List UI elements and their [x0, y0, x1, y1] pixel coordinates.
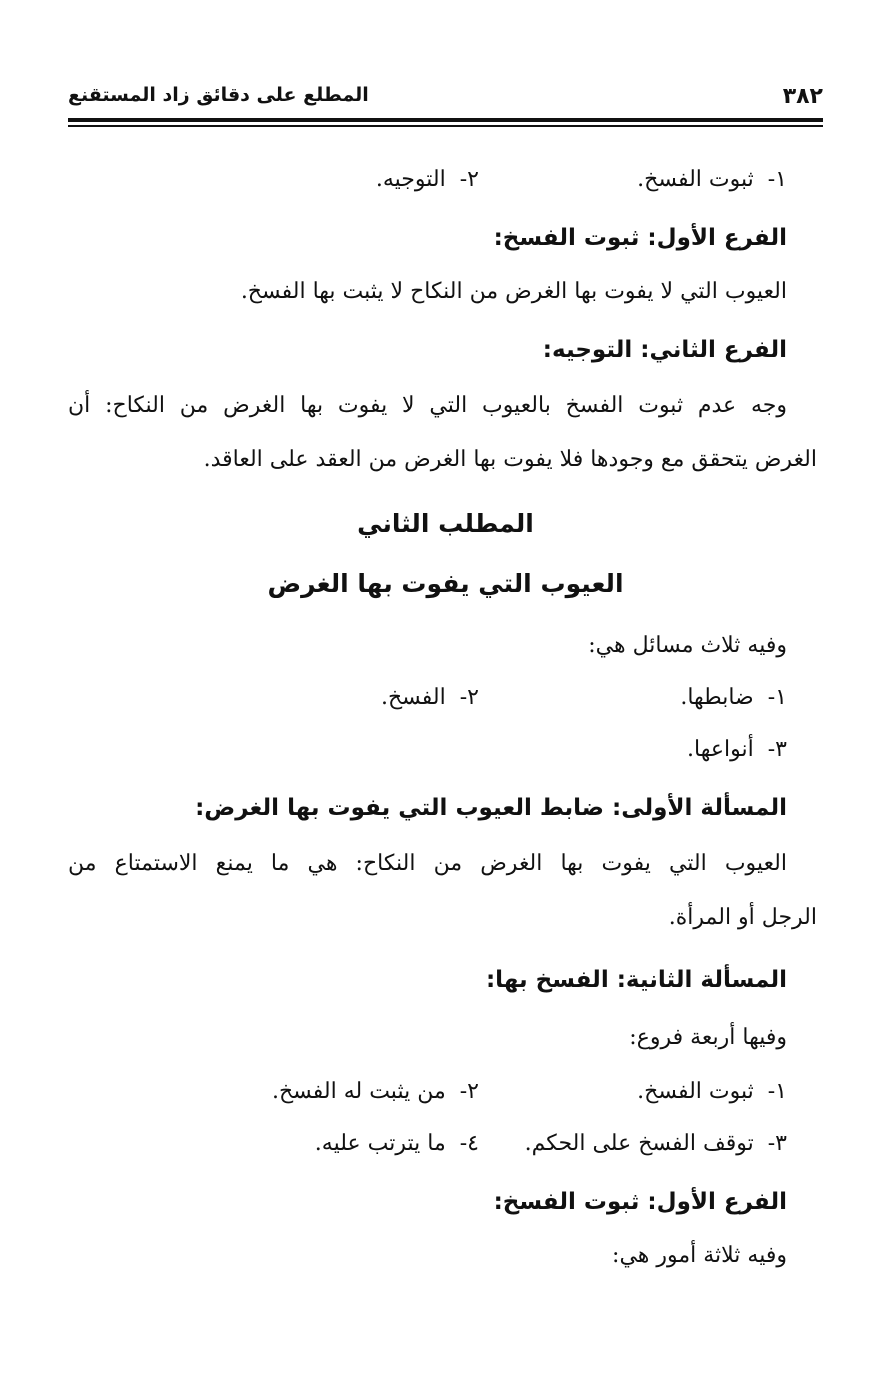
- list-number: ٣-: [767, 737, 787, 762]
- list-number: ٣-: [767, 1131, 787, 1156]
- list-number: ٤-: [459, 1131, 479, 1156]
- list-row: [68, 164, 787, 196]
- running-title: المطلع على دقائق زاد المستقنع: [68, 84, 369, 106]
- header-rule-thin: [68, 125, 823, 127]
- paragraph-line: وجه عدم ثبوت الفسخ بالعيوب التي لا يفوت بها الغرض من النكاح: أن: [68, 393, 787, 418]
- list-item: [381, 682, 479, 714]
- subsection-heading: المسألة الثانية: الفسخ بها:: [485, 967, 787, 993]
- list-text: أنواعها.: [687, 737, 754, 762]
- list-text: ضابطها.: [680, 685, 754, 710]
- intro-line: وفيها أربعة فروع:: [629, 1025, 787, 1050]
- list-text: ما يترتب عليه.: [314, 1131, 446, 1156]
- subsection-heading: الفرع الثاني: التوجيه:: [542, 337, 787, 363]
- list-text: التوجيه.: [375, 167, 446, 192]
- list-item: [479, 1128, 787, 1160]
- list-number: ٢-: [459, 1079, 479, 1104]
- section-title: المطلب الثاني: [357, 509, 534, 538]
- list-item: [315, 1128, 479, 1160]
- list-text: توقف الفسخ على الحكم.: [524, 1131, 754, 1156]
- intro-line: وفيه ثلاثة أمور هي:: [612, 1243, 787, 1268]
- header-rule-thick: [68, 118, 823, 122]
- subsection-heading: المسألة الأولى: ضابط العيوب التي يفوت بها الغرض:: [195, 795, 787, 821]
- list-item: [376, 164, 479, 196]
- list-number: ٢-: [459, 685, 479, 710]
- running-header: [68, 78, 823, 118]
- list-text: ثبوت الفسخ.: [637, 1079, 754, 1104]
- list-text: ثبوت الفسخ.: [637, 167, 754, 192]
- paragraph-line: العيوب التي يفوت بها الغرض من النكاح: هي ما يمنع الاستمتاع من: [68, 851, 787, 876]
- list-text: الفسخ.: [380, 685, 446, 710]
- subsection-heading: الفرع الأول: ثبوت الفسخ:: [493, 1189, 787, 1215]
- list-row: [68, 1128, 787, 1160]
- paragraph-line: الرجل أو المرأة.: [668, 905, 817, 930]
- list-row: [68, 682, 787, 714]
- list-item: [479, 1076, 787, 1108]
- subsection-heading: الفرع الأول: ثبوت الفسخ:: [493, 225, 787, 251]
- list-item: [68, 734, 787, 766]
- paragraph-line: الغرض يتحقق مع وجودها فلا يفوت بها الغرض من العقد على العاقد.: [203, 447, 817, 472]
- list-row: [68, 1076, 787, 1108]
- list-item: [272, 1076, 479, 1108]
- list-item: [479, 682, 787, 714]
- list-number: ٢-: [459, 167, 479, 192]
- page-number: ٣٨٢: [782, 84, 823, 109]
- list-number: ١-: [767, 685, 787, 710]
- paragraph-line: العيوب التي لا يفوت بها الغرض من النكاح لا يثبت بها الفسخ.: [240, 279, 787, 304]
- section-subtitle: العيوب التي يفوت بها الغرض: [267, 569, 624, 598]
- list-item: [479, 164, 787, 196]
- list-number: ١-: [767, 1079, 787, 1104]
- list-text: من يثبت له الفسخ.: [271, 1079, 446, 1104]
- intro-line: وفيه ثلاث مسائل هي:: [588, 633, 787, 658]
- list-number: ١-: [767, 167, 787, 192]
